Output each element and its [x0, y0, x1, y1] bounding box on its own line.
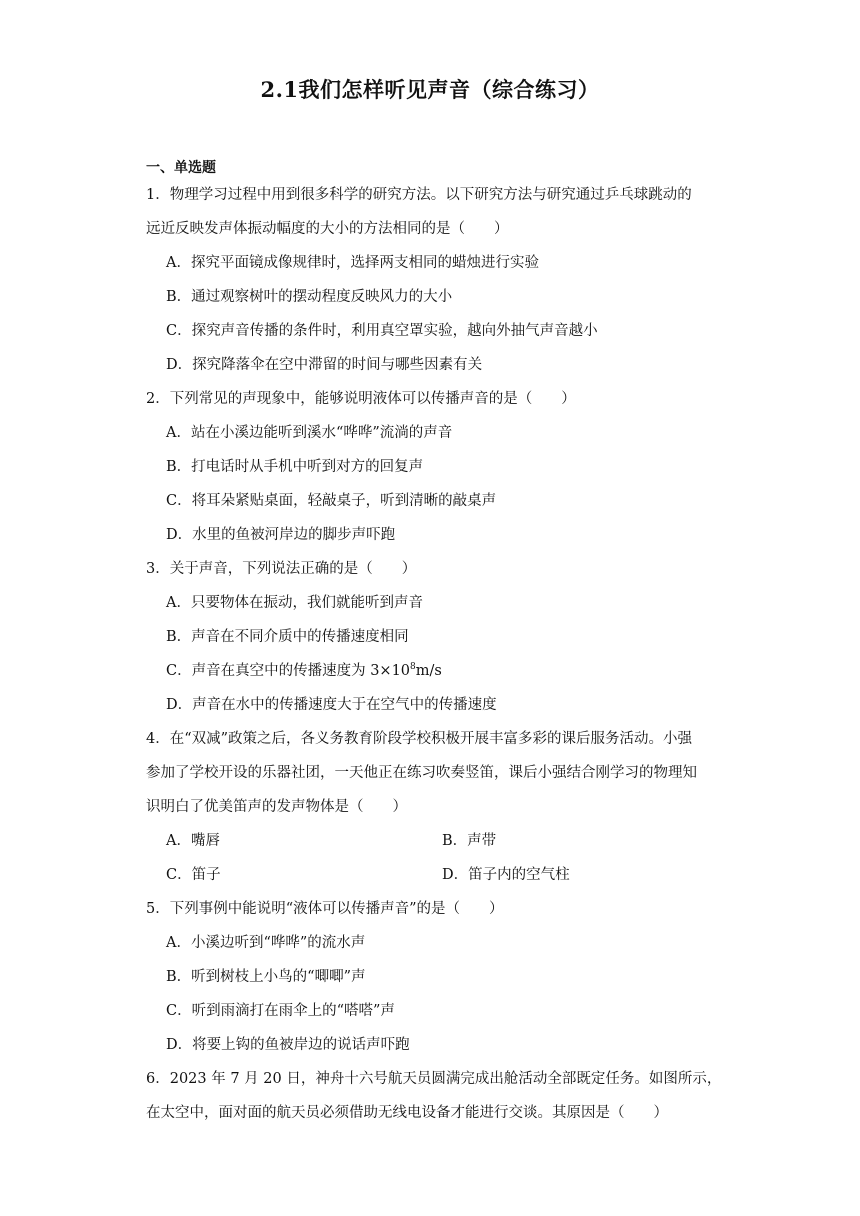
question-list	[146, 178, 722, 1130]
question-text: 5．下列事例中能说明“液体可以传播声音”的是（ ）	[146, 901, 504, 917]
option-c-suffix: m/s	[415, 663, 442, 679]
question-2	[146, 382, 718, 552]
page-title: 2.1我们怎样听见声音（综合练习）	[260, 77, 600, 102]
question-text: 识明白了优美笛声的发声物体是（ ）	[146, 799, 407, 815]
option-d[interactable]: D．探究降落伞在空中滞留的时间与哪些因素有关	[166, 357, 483, 373]
option-row	[146, 824, 718, 858]
option-c[interactable]: C．探究声音传播的条件时，利用真空罩实验，越向外抽气声音越小	[166, 323, 598, 339]
question-text: 在太空中，面对面的航天员必须借助无线电设备才能进行交谈。其原因是（ ）	[146, 1105, 668, 1121]
question-text: 远近反映发声体振动幅度的大小的方法相同的是（ ）	[146, 221, 509, 237]
option-a[interactable]: A．嘴唇	[166, 833, 220, 849]
option-b[interactable]: B．声音在不同介质中的传播速度相同	[166, 629, 409, 645]
option-c[interactable]: C．听到雨滴打在雨伞上的“嗒嗒”声	[166, 1003, 395, 1019]
option-a[interactable]: A．只要物体在振动，我们就能听到声音	[166, 595, 423, 611]
question-text: 3．关于声音，下列说法正确的是（ ）	[146, 561, 417, 577]
option-b[interactable]: B．打电话时从手机中听到对方的回复声	[166, 459, 424, 475]
question-text: 4．在“双减”政策之后，各义务教育阶段学校积极开展丰富多彩的课后服务活动。小强	[146, 731, 693, 747]
option-c[interactable]: C．笛子	[166, 867, 221, 883]
question-text: 参加了学校开设的乐器社团，一天他正在练习吹奏竖笛，课后小强结合刚学习的物理知	[146, 765, 697, 781]
option-b[interactable]: B．听到树枝上小鸟的“唧唧”声	[166, 969, 366, 985]
question-6	[146, 1062, 722, 1130]
question-text: 1．物理学习过程中用到很多科学的研究方法。以下研究方法与研究通过乒乓球跳动的	[146, 187, 692, 203]
section-heading: 一、单选题	[146, 160, 216, 176]
option-c-prefix: C．声音在真空中的传播速度为 3×10	[166, 663, 411, 679]
option-d[interactable]: D．笛子内的空气柱	[442, 867, 570, 883]
option-a[interactable]: A．探究平面镜成像规律时，选择两支相同的蜡烛进行实验	[166, 255, 539, 271]
option-c[interactable]	[146, 654, 718, 688]
question-5	[146, 892, 718, 1062]
option-d[interactable]: D．将要上钩的鱼被岸边的说话声吓跑	[166, 1037, 410, 1053]
option-d[interactable]: D．声音在水中的传播速度大于在空气中的传播速度	[166, 697, 497, 713]
option-d[interactable]: D．水里的鱼被河岸边的脚步声吓跑	[166, 527, 396, 543]
option-c-exponent: 8	[410, 662, 416, 672]
question-1	[146, 178, 718, 382]
option-b[interactable]: B．通过观察树叶的摆动程度反映风力的大小	[166, 289, 453, 305]
option-row	[146, 858, 718, 892]
question-text: 6．2023 年 7 月 20 日，神舟十六号航天员圆满完成出舱活动全部既定任务。如图所示，	[146, 1071, 722, 1087]
option-a[interactable]: A．小溪边听到“哗哗”的流水声	[166, 935, 366, 951]
option-b[interactable]: B．声带	[442, 833, 497, 849]
option-c[interactable]: C．将耳朵紧贴桌面，轻敲桌子，听到清晰的敲桌声	[166, 493, 497, 509]
question-4	[146, 722, 718, 892]
option-a[interactable]: A．站在小溪边能听到溪水“哗哗”流淌的声音	[166, 425, 453, 441]
question-text: 2．下列常见的声现象中，能够说明液体可以传播声音的是（ ）	[146, 391, 576, 407]
question-3	[146, 552, 718, 722]
